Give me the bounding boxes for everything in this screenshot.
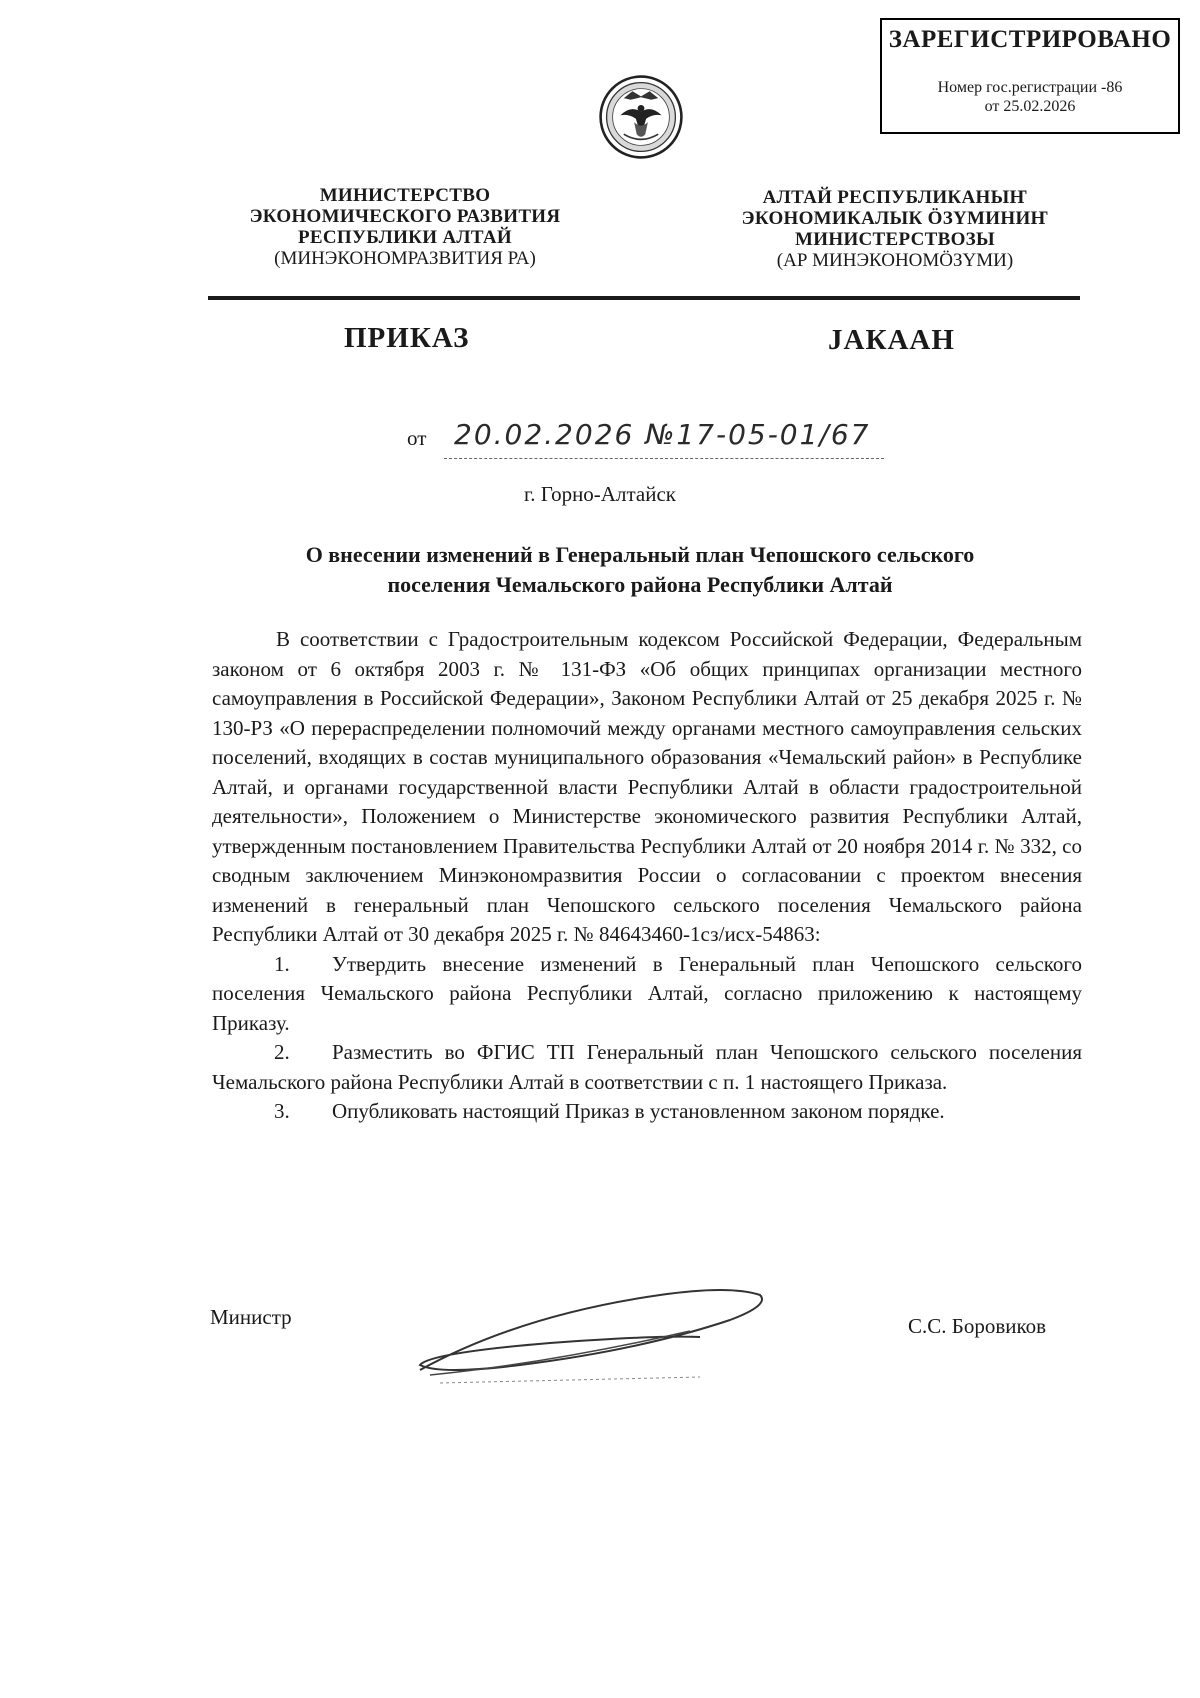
ministry-alt-line: ЭКОНОМИКАЛЫК ÖЗҮМИНИҤ bbox=[741, 208, 1049, 229]
list-item bbox=[212, 950, 1082, 1039]
registration-stamp bbox=[880, 18, 1180, 134]
title-line: О внесении изменений в Генеральный план Чепошского сельского bbox=[305, 542, 975, 567]
item-number: 3. bbox=[274, 1099, 290, 1123]
ministry-ru-line: МИНИСТЕРСТВО bbox=[319, 185, 491, 206]
header-divider bbox=[208, 296, 1080, 300]
item-text: Утвердить внесение изменений в Генеральный план Чепошского сельского поселения Чемальского района Республики Алтай, согласно приложению к настоящему Приказу. bbox=[212, 951, 1082, 1035]
document-title bbox=[200, 540, 1080, 600]
ministry-ru-abbr: (МИНЭКОНОМРАЗВИТИЯ РА) bbox=[274, 248, 536, 269]
stamp-title: ЗАРЕГИСТРИРОВАНО bbox=[888, 26, 1172, 53]
stamp-reg-number: Номер гос.регистрации -86 bbox=[937, 79, 1123, 96]
handwritten-signature bbox=[400, 1265, 780, 1395]
doc-type-russian: ПРИКАЗ bbox=[344, 322, 470, 354]
doc-type-altai: JАКААН bbox=[828, 324, 955, 356]
ministry-name-russian bbox=[230, 185, 580, 269]
list-item bbox=[212, 1097, 1082, 1127]
altai-republic-emblem-icon bbox=[598, 74, 684, 160]
preamble-paragraph: В соответствии с Градостроительным кодексом Российской Федерации, Федеральным законом от 6 октября 2003 г. № 131-ФЗ «Об общих принципах организации местного самоуправления в Российской Федерации», Законом Республики Алтай от 25 декабря 2025 г. № 130-РЗ «О перераспределении полномочий между органами местного самоуправления сельских поселений, входящих в состав муниципального образования «Чемальский район» в Республике Алтай, и органами государственной власти Республики Алтай в области градостроительной деятельности», Положением о Министерстве экономического развития Республики Алтай, утвержденным постановлением Правительства Республики Алтай от 20 ноября 2014 г. № 332, со сводным заключением Минэкономразвития России о согласовании с проектом внесения изменений в генеральный план Чепошского сельского поселения Чемальского района Республики Алтай от 30 декабря 2025 г. № 84643460-1сз/исх-54863: bbox=[212, 627, 1082, 946]
ministry-alt-line: МИНИСТЕРСТВОЗЫ bbox=[795, 229, 995, 250]
handwritten-date-number: 20.02.2026 №17-05-01/67 bbox=[454, 418, 871, 451]
document-body bbox=[212, 625, 1082, 1127]
title-line: поселения Чемальского района Республики Алтай bbox=[387, 572, 893, 597]
item-text: Опубликовать настоящий Приказ в установленном законом порядке. bbox=[332, 1099, 945, 1123]
date-prefix: от bbox=[407, 426, 427, 450]
signer-name: С.С. Боровиков bbox=[908, 1314, 1047, 1338]
date-underline bbox=[444, 458, 884, 459]
signer-role: Министр bbox=[210, 1305, 292, 1329]
ministry-name-altai bbox=[730, 187, 1060, 271]
city: г. Горно-Алтайск bbox=[524, 482, 676, 506]
ministry-ru-line: ЭКОНОМИЧЕСКОГО РАЗВИТИЯ bbox=[249, 206, 561, 227]
list-item bbox=[212, 1038, 1082, 1097]
stamp-reg-date: от 25.02.2026 bbox=[984, 98, 1076, 115]
ministry-alt-abbr: (АР МИНЭКОНОМÖЗҮМИ) bbox=[776, 250, 1014, 271]
item-number: 2. bbox=[274, 1040, 290, 1064]
date-number-line bbox=[404, 418, 884, 464]
ministry-alt-line: АЛТАЙ РЕСПУБЛИКАНЫҤ bbox=[762, 187, 1028, 208]
ministry-ru-line: РЕСПУБЛИКИ АЛТАЙ bbox=[298, 227, 512, 248]
item-text: Разместить во ФГИС ТП Генеральный план Чепошского сельского поселения Чемальского района Республики Алтай в соответствии с п. 1 настоящего Приказа. bbox=[212, 1040, 1082, 1094]
item-number: 1. bbox=[274, 951, 290, 976]
